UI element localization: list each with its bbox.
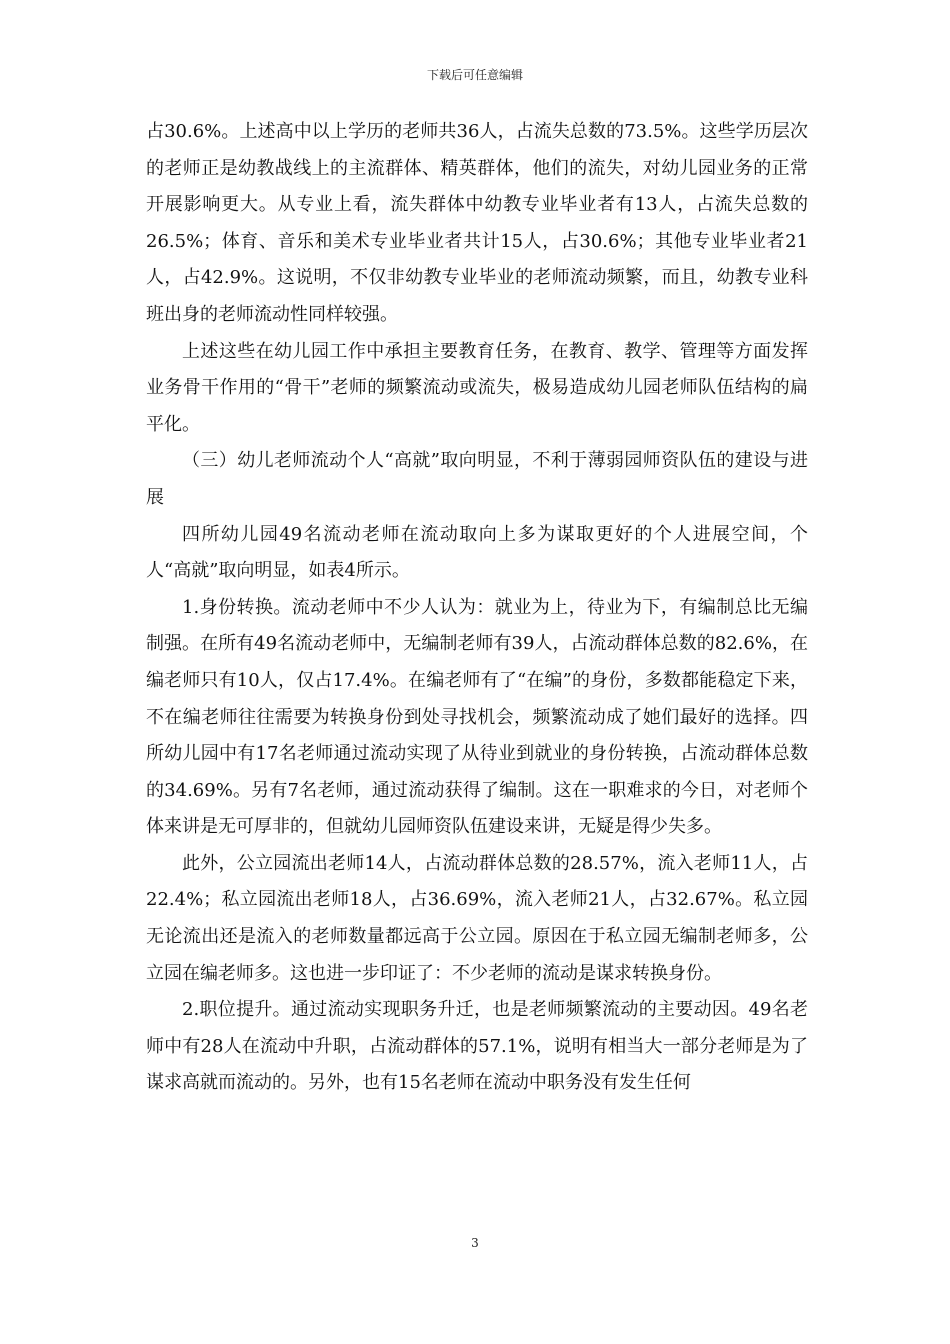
paragraph-position-promotion: 2.职位提升。通过流动实现职务升迁，也是老师频繁流动的主要动因。49名老师中有28人在流动中升职，占流动群体的57.1%，说明有相当大一部分老师是为了谋求高就而流动的。另外，也有15名老师在流动中职务没有发生任何 <box>146 999 808 1094</box>
paragraph-1: 占30.6%。上述高中以上学历的老师共36人，占流失总数的73.5%。这些学历层次的老师正是幼教战线上的主流群体、精英群体，他们的流失，对幼儿园业务的正常开展影响更大。从专业上看，流失群体中幼教专业毕业者有13人，占流失总数的26.5%；体育、音乐和美术专业毕业者共计15人，占30.6%；其他专业毕业者21人，占42.9%。这说明，不仅非幼教专业毕业的老师流动频繁，而且，幼教专业科班出身的老师流动性同样较强。 <box>146 121 808 325</box>
paragraph-identity-conversion: 1.身份转换。流动老师中不少人认为：就业为上，待业为下，有编制总比无编制强。在所有49名流动老师中，无编制老师有39人，占流动群体总数的82.6%，在编老师只有10人，仅占17.4%。在编老师有了“在编”的身份，多数都能稳定下来，不在编老师往往需要为转换身份到处寻找机会，频繁流动成了她们最好的选择。四所幼儿园中有17名老师通过流动实现了从待业到就业的身份转换，占流动群体总数的34.69%。另有7名老师，通过流动获得了编制。这在一职难求的今日，对老师个体来讲是无可厚非的，但就幼儿园师资队伍建设来讲，无疑是得少失多。 <box>146 596 808 838</box>
document-body <box>146 114 808 1102</box>
section-heading: （三）幼儿老师流动个人“高就”取向明显，不利于薄弱园师资队伍的建设与进展 <box>146 450 808 508</box>
paragraph-public-private: 此外，公立园流出老师14人，占流动群体总数的28.57%，流入老师11人，占22.4%；私立园流出老师18人，占36.69%，流入老师21人，占32.67%。私立园无论流出还是流入的老师数量都远高于公立园。原因在于私立园无编制老师多，公立园在编老师多。这也进一步印证了：不少老师的流动是谋求转换身份。 <box>146 852 808 984</box>
page-header: 下载后可任意编辑 <box>426 68 523 82</box>
page-number: 3 <box>471 1236 479 1250</box>
paragraph-2: 上述这些在幼儿园工作中承担主要教育任务，在教育、教学、管理等方面发挥业务骨干作用的“骨干”老师的频繁流动或流失，极易造成幼儿园老师队伍结构的扁平化。 <box>146 340 808 435</box>
paragraph-3: 四所幼儿园49名流动老师在流动取向上多为谋取更好的个人进展空间，个人“高就”取向明显，如表4所示。 <box>146 523 808 582</box>
